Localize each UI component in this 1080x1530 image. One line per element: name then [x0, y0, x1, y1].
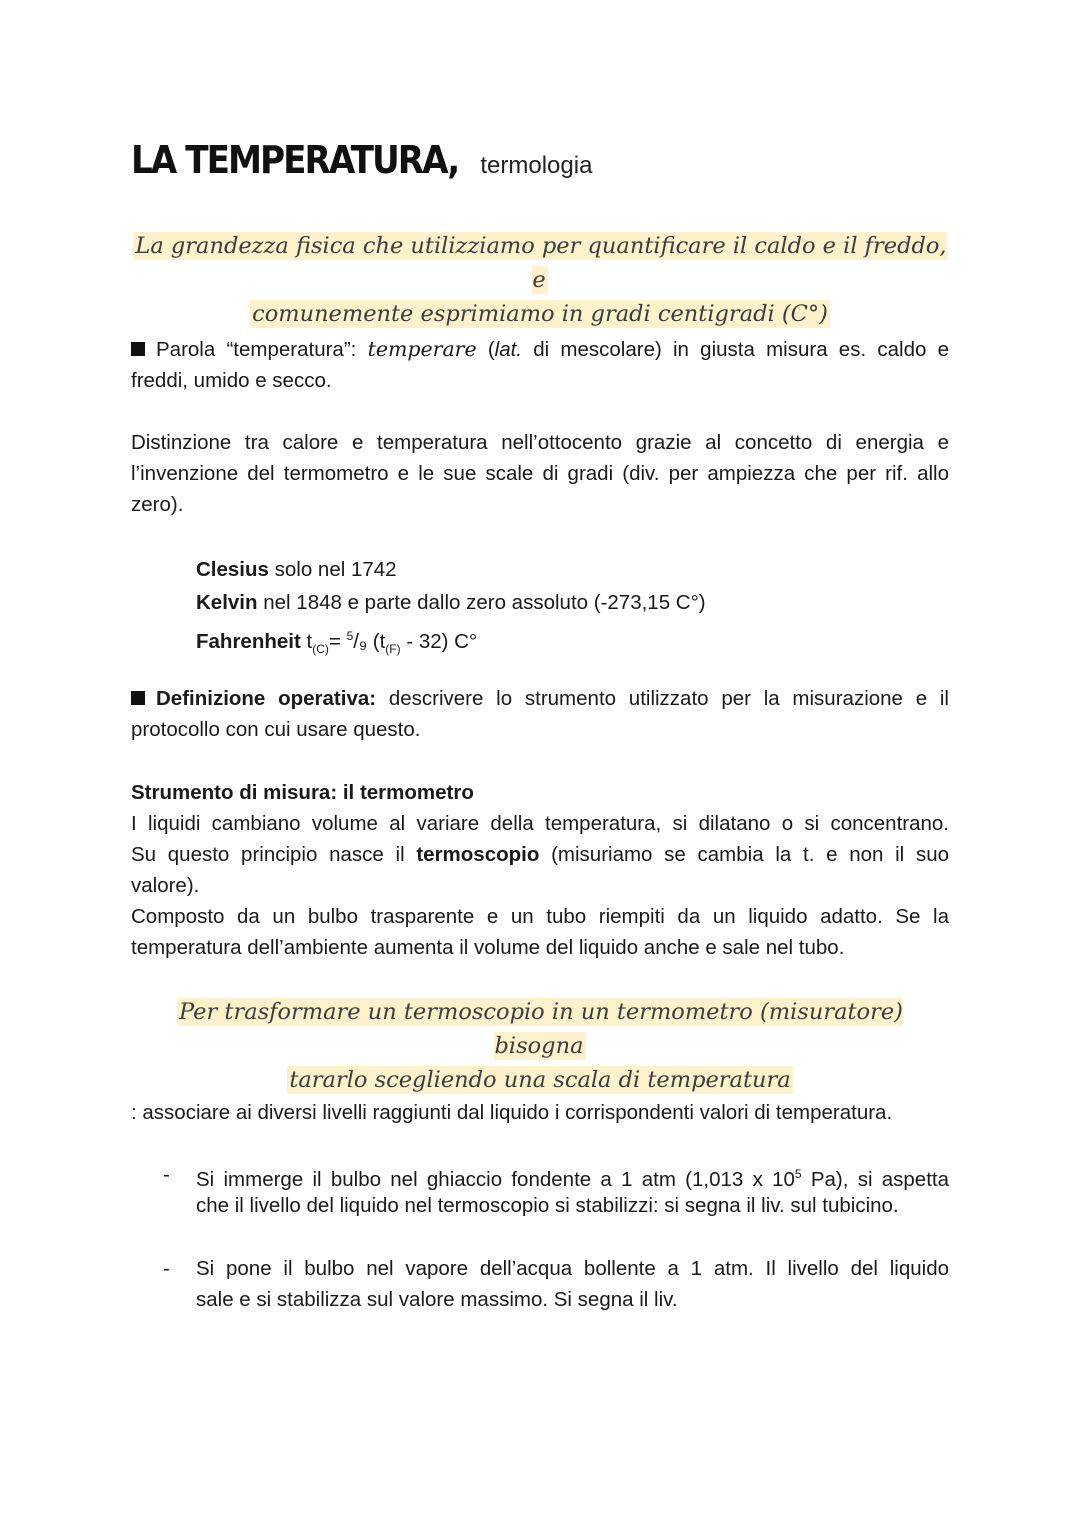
text-line: freddi, umido e secco. [131, 369, 332, 392]
title-main: LA TEMPERATURA, [131, 138, 459, 182]
list-item [131, 1159, 949, 1221]
text: Pa), si aspetta [801, 1167, 950, 1191]
calibration-callout [131, 995, 949, 1097]
definition-callout [131, 229, 949, 331]
formula-part: (t [367, 629, 386, 653]
text-line: Composto da un bulbo trasparente e un tubo riempiti da un liquido adatto. Se la [131, 905, 949, 928]
page-title [131, 138, 592, 182]
formula-part: = [328, 629, 341, 653]
paragraph-distinction [131, 427, 949, 520]
paragraph-association [131, 1097, 949, 1128]
scale-celsius [196, 554, 706, 587]
text-line: sale e si stabilizza sul valore massimo. Si segna il liv. [196, 1288, 678, 1311]
text-line: I liquidi cambiano volume al variare della temperatura, si dilatano o si concentrano. [131, 812, 949, 835]
square-bullet-icon [131, 691, 145, 705]
dash-bullet: - [163, 1257, 170, 1280]
formula-superscript: 5 [346, 629, 354, 643]
title-subtitle: termologia [480, 152, 593, 179]
italic-word: temperare [367, 337, 477, 361]
text-line: Distinzione tra calore e temperatura nell’ottocento grazie al concetto di energia e [131, 431, 949, 454]
bold-term: termoscopio [416, 843, 540, 866]
text: ( [487, 338, 495, 361]
scale-kelvin [196, 587, 706, 620]
text-line: l’invenzione del termometro e le sue scale di gradi (div. per ampiezza che per rif. allo [131, 462, 949, 485]
scale-name: Fahrenheit [196, 629, 301, 653]
text: Parola “temperatura”: [156, 338, 357, 361]
list-item [131, 1253, 949, 1315]
paragraph-operational-definition [131, 683, 949, 745]
formula-subscript: (C) [312, 641, 329, 656]
callout-line: comunemente esprimiamo in gradi centigradi (C°) [252, 301, 828, 327]
callout-line: Per trasformare un termoscopio in un termometro (misuratore) bisogna [179, 999, 903, 1059]
section-thermometer [131, 777, 949, 963]
text-line: Si pone il bulbo nel vapore dell’acqua bollente a 1 atm. Il livello del liquido [196, 1257, 949, 1280]
callout-line: La grandezza fisica che utilizziamo per quantificare il caldo e il freddo, e [135, 233, 947, 293]
text-line: protocollo con cui usare questo. [131, 718, 421, 741]
text: descrivere lo strumento utilizzato per la misurazione e il [388, 687, 949, 710]
formula-part: t [306, 629, 313, 653]
text-line: zero). [131, 493, 184, 516]
text: (misuriamo se cambia la t. e non il suo [551, 843, 949, 866]
scale-name: Kelvin [196, 591, 258, 614]
superscript: 5 [794, 1167, 802, 1181]
text: di mescolare) in giusta misura es. caldo e [533, 338, 949, 361]
dash-bullet: - [163, 1163, 170, 1186]
italic-word: lat. [494, 338, 523, 361]
text-line: valore). [131, 874, 200, 897]
scale-text: nel 1848 e parte dallo zero assoluto (-273,15 C°) [263, 591, 706, 614]
scale-text: solo nel 1742 [274, 558, 397, 581]
text: Si immerge il bulbo nel ghiaccio fondente a 1 atm (1,013 x 10 [196, 1167, 795, 1191]
scale-fahrenheit [196, 620, 706, 656]
callout-line: tararlo scegliendo una scala di temperatura [289, 1067, 791, 1093]
text-line: che il livello del liquido nel termoscopio si stabilizzi: si segna il liv. sul tubicino. [196, 1194, 899, 1217]
text-line: : associare ai diversi livelli raggiunti dal liquido i corrispondenti valori di temperatura. [131, 1101, 893, 1124]
conversion-formula [306, 629, 478, 656]
formula-subscript: (F) [385, 641, 401, 656]
text: Su questo principio nasce il [131, 843, 405, 866]
bold-term: Definizione operativa: [156, 687, 377, 710]
formula-part: - 32) C° [400, 629, 478, 653]
scale-name: Clesius [196, 558, 269, 581]
formula-part: /₉ [353, 629, 368, 653]
section-heading: Strumento di misura: il termometro [131, 781, 474, 804]
temperature-scales [196, 554, 706, 656]
paragraph-etymology [131, 334, 949, 396]
square-bullet-icon [131, 342, 145, 356]
text-line: temperatura dell’ambiente aumenta il volume del liquido anche e sale nel tubo. [131, 936, 845, 959]
